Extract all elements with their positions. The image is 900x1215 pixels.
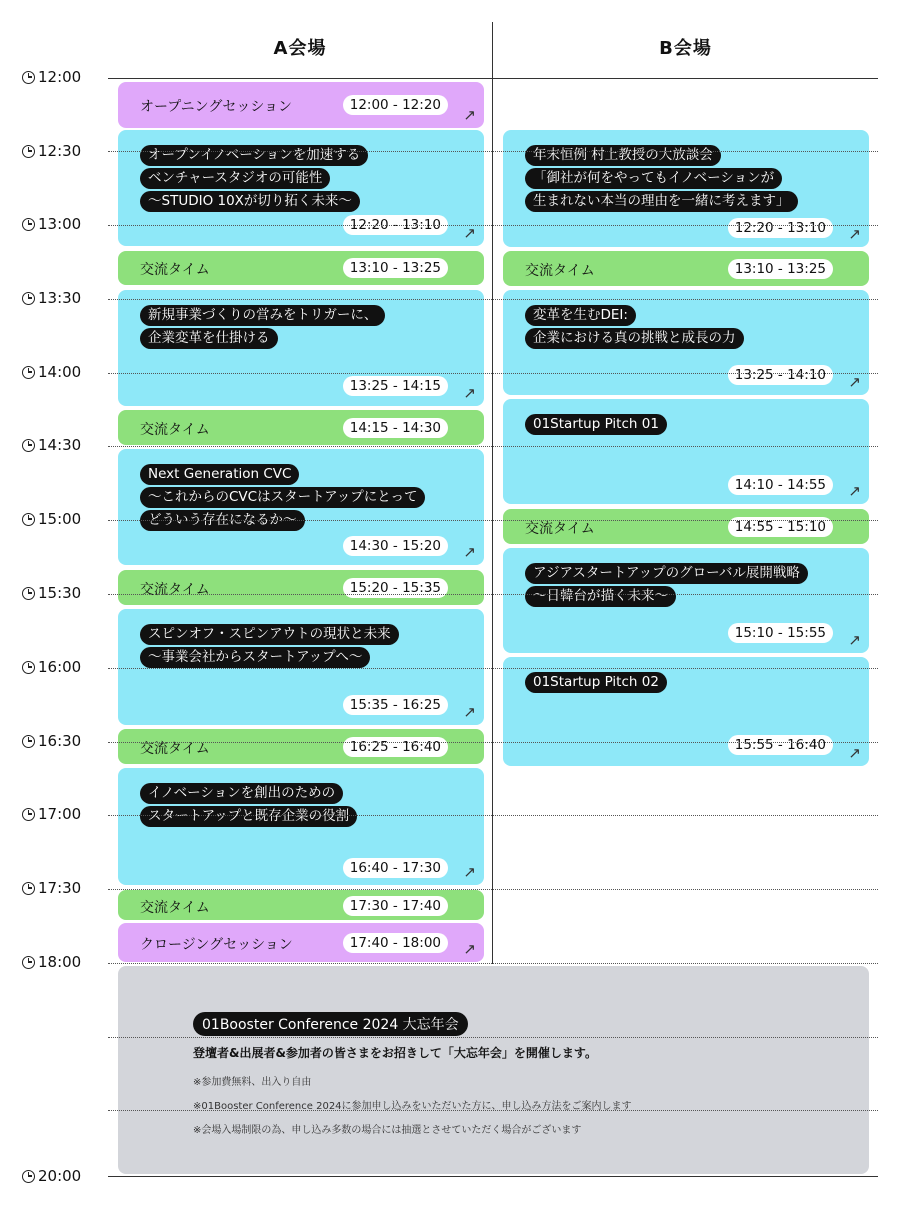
arrow-up-right-icon[interactable]: ↗ [463,863,476,881]
venue-b-header: B会場 [659,38,712,59]
session-title-line: イノベーションを創出のための [140,783,343,804]
session-time: 17:40 - 18:00 [343,933,448,953]
session-card[interactable] [118,449,484,565]
clock-icon [22,513,35,526]
time-label: 18:00 [22,953,81,971]
session-title-line: 〜これからのCVCはスタートアップにとって [140,487,425,508]
session-title-line: 01Startup Pitch 02 [525,672,667,693]
session-card[interactable] [118,609,484,725]
arrow-up-right-icon[interactable]: ↗ [463,543,476,561]
break-time: 14:55 - 15:10 [728,517,833,537]
clock-icon [22,366,35,379]
session-time: 12:20 - 13:10 [343,215,448,235]
time-label: 12:00 [22,68,81,86]
venue-a-header: A会場 [273,38,327,59]
session-time: 13:25 - 14:10 [728,365,833,385]
time-label: 16:30 [22,732,81,750]
session-title-line: 企業における真の挑戦と成長の力 [525,328,744,349]
break-time: 17:30 - 17:40 [343,896,448,916]
session-title-line: 〜事業会社からスタートアップへ〜 [140,647,370,668]
arrow-up-right-icon[interactable]: ↗ [848,373,861,391]
break-card [118,251,484,285]
time-label: 13:30 [22,289,81,307]
time-label: 15:00 [22,510,81,528]
session-title [525,563,808,607]
session-card[interactable] [118,130,484,246]
session-time: 15:35 - 16:25 [343,695,448,715]
break-label: 交流タイム [525,263,595,279]
break-card [118,410,484,445]
session-card[interactable] [503,399,869,504]
break-label: 交流タイム [525,521,595,537]
bottom-rule [108,1176,878,1177]
time-label: 15:30 [22,584,81,602]
clock-icon [22,808,35,821]
arrow-up-right-icon[interactable]: ↗ [848,744,861,762]
arrow-up-right-icon[interactable]: ↗ [848,225,861,243]
break-label: 交流タイム [140,900,210,916]
party-note: ※参加費無料、出入り自由 [193,1077,312,1088]
time-label: 12:30 [22,142,81,160]
session-time: 16:40 - 17:30 [343,858,448,878]
session-card[interactable] [118,768,484,885]
break-label: 交流タイム [140,582,210,598]
session-closing[interactable] [118,923,484,962]
session-title-line: 新規事業づくりの営みをトリガーに、 [140,305,385,326]
session-label: クロージングセッション [140,937,293,953]
clock-icon [22,587,35,600]
session-title-line: ベンチャースタジオの可能性 [140,168,330,189]
clock-icon [22,218,35,231]
clock-icon [22,882,35,895]
break-card [118,570,484,605]
session-opening[interactable] [118,82,484,128]
session-title-line: オープンイノベーションを加速する [140,145,368,166]
session-title [140,305,385,349]
session-card[interactable] [503,548,869,653]
session-title-line: 企業変革を仕掛ける [140,328,278,349]
break-time: 13:10 - 13:25 [728,259,833,279]
time-label: 14:30 [22,436,81,454]
break-card [503,251,869,286]
break-time: 15:20 - 15:35 [343,578,448,598]
arrow-up-right-icon[interactable]: ↗ [463,224,476,242]
session-title [140,624,399,668]
session-title-line: 01Startup Pitch 01 [525,414,667,435]
break-label: 交流タイム [140,422,210,438]
session-time: 12:00 - 12:20 [343,95,448,115]
session-time: 15:10 - 15:55 [728,623,833,643]
session-time: 13:25 - 14:15 [343,376,448,396]
session-label: オープニングセッション [140,99,293,115]
clock-icon [22,292,35,305]
session-title-line: スピンオフ・スピンアウトの現状と未来 [140,624,399,645]
session-time: 14:30 - 15:20 [343,536,448,556]
break-label: 交流タイム [140,741,210,757]
session-title-line: 生まれない本当の理由を一緒に考えます」 [525,191,798,212]
session-time: 14:10 - 14:55 [728,475,833,495]
clock-icon [22,145,35,158]
session-title [140,464,425,531]
session-title [525,305,744,349]
session-card[interactable] [503,290,869,395]
clock-icon [22,661,35,674]
break-card [503,509,869,544]
session-title-line: 変革を生むDEI: [525,305,636,326]
clock-icon [22,439,35,452]
party-title: 01Booster Conference 2024 大忘年会 [193,1012,468,1036]
session-title-line: アジアスタートアップのグローバル展開戦略 [525,563,808,584]
session-card[interactable] [118,290,484,406]
venue-divider [492,22,493,964]
session-title-line: どういう存在になるか〜 [140,510,305,531]
session-title-line: スタートアップと既存企業の役割 [140,806,357,827]
arrow-up-right-icon[interactable]: ↗ [463,703,476,721]
session-title-line: 〜STUDIO 10Xが切り拓く未来〜 [140,191,360,212]
break-time: 14:15 - 14:30 [343,418,448,438]
arrow-up-right-icon[interactable]: ↗ [463,106,476,124]
session-time: 15:55 - 16:40 [728,735,833,755]
session-title-line: Next Generation CVC [140,464,299,485]
time-label: 16:00 [22,658,81,676]
time-label: 17:00 [22,805,81,823]
session-card[interactable] [503,657,869,766]
session-card[interactable] [503,130,869,247]
session-title [140,145,368,212]
top-rule [108,78,878,79]
break-time: 13:10 - 13:25 [343,258,448,278]
grid-line [108,963,878,964]
arrow-up-right-icon[interactable]: ↗ [463,384,476,402]
session-title [525,672,667,693]
time-label: 17:30 [22,879,81,897]
clock-icon [22,71,35,84]
session-title [525,145,798,212]
session-title-line: 〜日韓台が描く未来〜 [525,586,676,607]
break-card [118,890,484,920]
session-time: 12:20 - 13:10 [728,218,833,238]
break-label: 交流タイム [140,262,210,278]
arrow-up-right-icon[interactable]: ↗ [463,940,476,958]
break-card [118,729,484,764]
time-label: 14:00 [22,363,81,381]
party-description: 登壇者&出展者&参加者の皆さまをお招きして「大忘年会」を開催します。 [193,1046,597,1060]
arrow-up-right-icon[interactable]: ↗ [848,482,861,500]
time-label: 13:00 [22,215,81,233]
session-title-line: 年末恒例 村上教授の大放談会 [525,145,721,166]
session-title [140,783,357,827]
time-label: 20:00 [22,1167,81,1185]
session-title-line: 「御社が何をやってもイノベーションが [525,168,782,189]
clock-icon [22,735,35,748]
party-note: ※会場入場制限の為、申し込み多数の場合には抽選とさせていただく場合がございます [193,1125,582,1136]
break-time: 16:25 - 16:40 [343,737,448,757]
arrow-up-right-icon[interactable]: ↗ [848,631,861,649]
year-end-party-card [118,966,869,1174]
party-note: ※01Booster Conference 2024に参加申し込みをいただいた方に、申し込み方法をご案内します [193,1101,632,1112]
clock-icon [22,1170,35,1183]
session-title [525,414,667,435]
clock-icon [22,956,35,969]
